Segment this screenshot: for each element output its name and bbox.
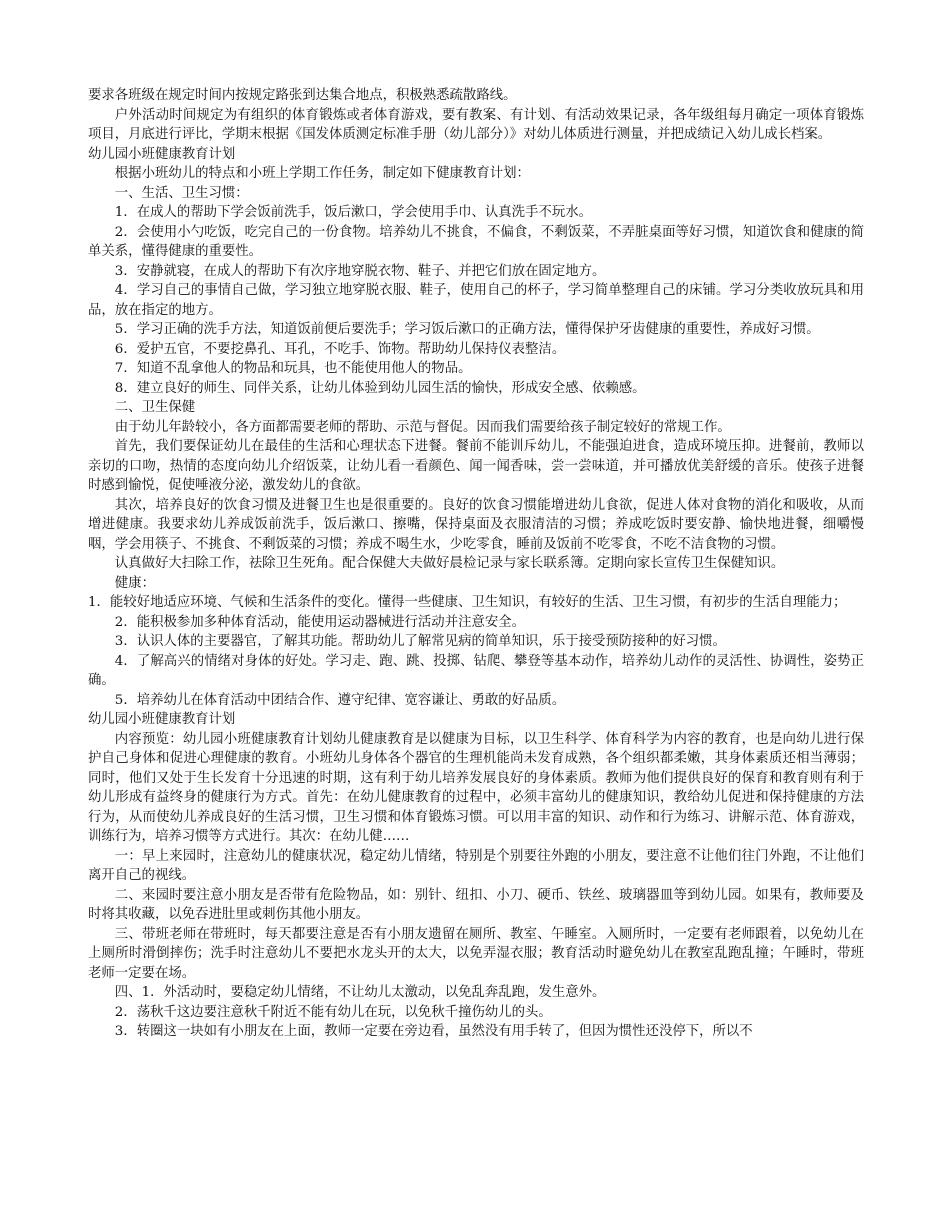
list-item: 4．学习自己的事情自己做，学习独立地穿脱衣服、鞋子，使用自己的杯子，学习简单整理自己的床铺。学习分类收放玩具和用品，放在指定的地方。 xyxy=(88,283,864,318)
list-item: 1．能较好地适应环境、气候和生活条件的变化。懂得一些健康、卫生知识，有较好的生活、卫生习惯，有初步的生活自理能力； xyxy=(88,595,847,610)
list-item: 8．建立良好的师生、同伴关系，让幼儿体验到幼儿园生活的愉快，形成安全感、依赖感。 xyxy=(114,380,646,396)
paragraph: 首先，我们要保证幼儿在最佳的生活和心理状态下进餐。餐前不能训斥幼儿，不能强迫进食，造成环境压抑。进餐前，教师以亲切的口吻，热情的态度向幼儿介绍饭菜，让幼儿看一看颜色、闻一闻香味，尝一尝味道，并可播放优美舒缓的音乐。使孩子进餐时感到愉悦，促使唾液分泌，激发幼儿的食欲。 xyxy=(88,439,864,493)
list-item: 4．了解高兴的情绪对身体的好处。学习走、跑、跳、投掷、钻爬、攀登等基本动作，培养幼儿动作的灵活性、协调性，姿势正确。 xyxy=(88,653,864,688)
list-item: 7．知道不乱拿他人的物品和玩具，也不能使用他人的物品。 xyxy=(114,361,472,376)
list-item: 5．学习正确的洗手方法，知道饭前便后要洗手；学习饭后漱口的正确方法，懂得保护牙齿健康的重要性，养成好习惯。 xyxy=(114,322,820,337)
paragraph: 其次，培养良好的饮食习惯及进餐卫生也是很重要的。良好的饮食习惯能增进幼儿食欲，促进人体对食物的消化和吸收，从而增进健康。我要求幼儿养成饭前洗手，饭后漱口、擦嘴，保持桌面及衣服清洁的习惯；养成吃饭时要安静、愉快地进餐，细嚼慢咽，学会用筷子、不挑食、不剩饭菜的习惯；养成不喝生水，少吃零食，睡前及饭前不吃零食，不吃不洁食物的习惯。 xyxy=(88,497,864,552)
list-item: 2．会使用小勺吃饭，吃完自己的一份食物。培养幼儿不挑食，不偏食，不剩饭菜，不弄脏桌面等好习惯，知道饮食和健康的简单关系，懂得健康的重要性。 xyxy=(88,224,864,259)
paragraph: 由于幼儿年龄较小，各方面都需要老师的帮助、示范与督促。因而我们需要给孩子制定较好的常规工作。 xyxy=(114,419,731,435)
subsection-heading: 健康： xyxy=(114,575,155,591)
paragraph: 户外活动时间规定为有组织的体育锻炼或者体育游戏，要有教案、有计划、有活动效果记录，各年级组每月确定一项体育锻炼项目，月底进行评比，学期末根据《国发体质测定标准手册（幼儿部分）》对幼儿体质进行测量，并把成绩记入幼儿成长档案。 xyxy=(88,107,864,142)
list-item: 6．爱护五官，不要挖鼻孔、耳孔，不吃手、饰物。帮助幼儿保持仪表整洁。 xyxy=(114,341,566,357)
list-item: 1．在成人的帮助下学会饭前洗手，饭后漱口，学会使用手巾、认真洗手不玩水。 xyxy=(114,205,592,220)
paragraph: 二、来园时要注意小朋友是否带有危险物品，如：别针、纽扣、小刀、硬币、铁丝、玻璃器皿等到幼儿园。如果有，教师要及时将其收藏，以免吞进肚里或刺伤其他小朋友。 xyxy=(88,887,864,922)
paragraph: 要求各班级在规定时间内按规定路张到达集合地点，积极熟悉疏散路线。 xyxy=(88,88,517,103)
list-item: 3．转圈这一块如有小朋友在上面，教师一定要在旁边看，虽然没有用手转了，但因为惯性还没停下，所以不 xyxy=(114,1024,753,1039)
subsection-heading: 二、卫生保健 xyxy=(114,400,196,415)
list-item: 四、1．外活动时，要稳定幼儿情绪，不让幼儿太激动，以免乱奔乱跑，发生意外。 xyxy=(114,985,606,1000)
list-item: 2．荡秋千这边要注意秋千附近不能有幼儿在玩，以免秋千撞伤幼儿的头。 xyxy=(114,1004,552,1020)
paragraph: 认真做好大扫除工作，祛除卫生死角。配合保健大夫做好晨检记录与家长联系簿。定期向家长宣传卫生保健知识。 xyxy=(114,556,785,571)
document-body xyxy=(88,86,864,1042)
list-item: 2．能积极参加多种体育活动，能使用运动器械进行活动并注意安全。 xyxy=(114,614,526,630)
subsection-heading: 一、生活、卫生习惯： xyxy=(114,185,249,201)
paragraph: 内容预览：幼儿园小班健康教育计划幼儿健康教育是以健康为目标，以卫生科学、体育科学为内容的教育，也是向幼儿进行保护自己身体和促进心理健康的教育。小班幼儿身体各个器官的生理机能尚未发育成熟，各个组织都柔嫩，其身体素质还相当薄弱；同时，他们又处于生长发育十分迅速的时期，这有利于幼儿培养发展良好的身体素质。教师为他们提供良好的保育和教育则有利于幼儿形成有益终身的健康行为方式。首先：在幼儿健康教育的过程中，必须丰富幼儿的健康知识，教给幼儿促进和保持健康的方法行为，从而使幼儿养成良好的生活习惯，卫生习惯和体育锻炼习惯。可以用丰富的知识、动作和行为练习、讲解示范、体育游戏，训练行为，培养习惯等方式进行。其次：在幼儿健…… xyxy=(88,731,864,844)
paragraph: 一：早上来园时，注意幼儿的健康状况，稳定幼儿情绪，特别是个别要往外跑的小朋友，要注意不让他们往门外跑，不让他们离开自己的视线。 xyxy=(88,848,864,883)
list-item: 5．培养幼儿在体育活动中团结合作、遵守纪律、宽容谦让、勇敢的好品质。 xyxy=(114,692,566,708)
list-item: 3．安静就寝，在成人的帮助下有次序地穿脱衣物、鞋子、并把它们放在固定地方。 xyxy=(114,263,606,279)
section-heading: 幼儿园小班健康教育计划 xyxy=(88,146,236,162)
paragraph: 根据小班幼儿的特点和小班上学期工作任务，制定如下健康教育计划： xyxy=(114,166,530,181)
section-heading: 幼儿园小班健康教育计划 xyxy=(88,712,236,727)
paragraph: 三、带班老师在带班时，每天都要注意是否有小朋友遗留在厕所、教室、午睡室。入厕所时，一定要有老师跟着，以免幼儿在上厕所时滑倒摔伤；洗手时注意幼儿不要把水龙头开的太大，以免弄湿衣服；教育活动时避免幼儿在教室乱跑乱撞；午睡时，带班老师一定要在场。 xyxy=(88,926,864,981)
list-item: 3．认识人体的主要器官，了解其功能。帮助幼儿了解常见病的简单知识，乐于接受预防接种的好习惯。 xyxy=(114,634,726,649)
